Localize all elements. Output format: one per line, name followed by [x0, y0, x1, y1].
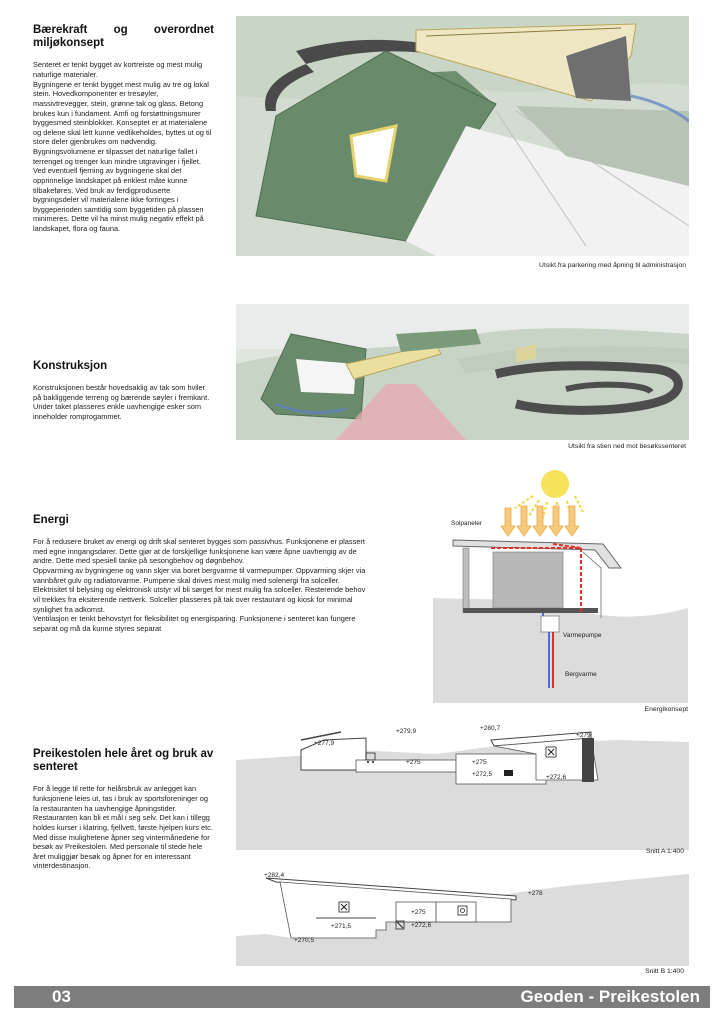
level-label: +271,5 — [331, 923, 352, 930]
section-body-text: Senteret er tenkt bygget av kortreiste og mest mulig naturlige materialer. Bygningene er tenkt bygget mest mulig av tre og lokal stein. Hovedkomponenter er tresøyler, massivtrevegger, stein, grønne tak og glass. Betong brukes kun i fundament. Amfi og forstøttningsmurer byggesmed steinblokker. Konseptet er at materialene og delene skal lett kunne vedlikeholdes, byttes ut og til store deler gjenbrukes om nødvendig. Bygningsvolumene er tilpasset det naturlige fallet i terrenget og trenger kun mindre utgravinger i fjellet. Ved eventuell fjerning av bygningene skal det opprinnelige landskapet på enklest måte kunne tilbakeføres. Ved bruk av ferdigproduserte bygningsdeler vil materialene ikke forringes i byggeperioden samtidig som byggetiden på plassen minimeres. Dette vil ha minst mulig negativ effekt på landskapet, flora og fauna. — [33, 60, 212, 234]
section-construction — [33, 360, 214, 422]
section-heading: Energi — [33, 514, 69, 526]
section-heading: Konstruksjon — [33, 360, 108, 372]
figure-caption: Energikonsept — [644, 706, 688, 713]
page-number: 03 — [52, 987, 71, 1006]
label-solar-panels: Solpaneler — [451, 520, 483, 527]
label-geothermal: Bergvarme — [565, 671, 597, 678]
render-parking-illustration — [236, 16, 689, 256]
level-label: +275 — [406, 759, 421, 766]
level-label: +278 — [528, 890, 543, 897]
level-label: +275 — [472, 759, 487, 766]
section-year-round-use — [33, 748, 214, 871]
figure-caption: Utsikt fra parkering med åpning til administrasjon — [539, 262, 686, 269]
heat-pump-icon — [541, 616, 559, 632]
page-footer — [14, 986, 710, 1008]
level-label: +282,4 — [264, 872, 285, 879]
render-path-illustration — [236, 304, 689, 440]
project-title: Geoden - Preikestolen — [520, 987, 700, 1006]
level-label: +272,6 — [546, 774, 567, 781]
section-energy — [33, 514, 369, 633]
level-label: +279 — [576, 732, 591, 739]
render-view-parking — [236, 16, 689, 256]
section-body-text: For å legge til rette for helårsbruk av anlegget kan funksjonene leies ut, tas i bruk av sportsforeninger og la restauranten ha uavhengige åpningstider. Restauranten kan bli et mål i seg selv. Det kan i tillegg holdes kurser i klatring, fjellvett, første hjelpen kurs etc. Med disse mulighetene åpner seg vintermånedene for besøk av Preikestolen. Med personale til stede hele året muliggjør besøk og åpner for en interessant vinterdestinasjon. — [33, 784, 213, 871]
car-icon — [504, 770, 513, 776]
level-label: +280,7 — [480, 725, 501, 732]
section-sustainability — [33, 24, 214, 234]
section-a-drawing — [236, 720, 689, 850]
level-label: +272,6 — [411, 922, 432, 929]
level-label: +279,9 — [396, 728, 417, 735]
figure-caption: Snitt A 1:400 — [645, 848, 684, 855]
level-label: +275 — [411, 909, 426, 916]
section-body-text: Konstruksjonen består hovedsaklig av tak som hviler på bakliggende terreng og bærende søyler i fremkant. Under taket plasseres enkle uavhengige esker som inneholder romprogammet. — [33, 383, 210, 422]
level-label: +272,5 — [472, 771, 493, 778]
level-label: +270,5 — [294, 937, 315, 944]
energy-concept-diagram — [433, 468, 688, 704]
section-heading: Bærekraft og overordnet miljøkonsept — [33, 24, 214, 50]
label-heat-pump: Varmepumpe — [563, 632, 602, 639]
section-heading: Preikestolen hele året og bruk av senteret — [33, 748, 214, 774]
section-b-drawing — [236, 866, 689, 966]
section-body-text: For å redusere bruket av energi og drift skal senteret bygges som passivhus. Funksjonene er plassert med egne inngangsdører. Dette gjør at de forskjellige funksjonene kan være åpne uavhengig av de andre. Dette med spesiell tanke på sesongbehov og døgnbehov. Oppvarming av bygningene og vann skjer via boret bergvarme til varmepumper. Oppvarming skjer via vannbåret gulv og radiatorvarme. Pumpene skal drives mest mulig med solenergi fra solceller. Elektrisitet til belysing og elektronisk utstyr vil bli sørget for mest mulig fra solceller. Resterende behov vil trekkes fra eksiterende nettverk. Solceller plasseres på tak over restaurant og kiosk for minimal synlighet fra adkomst. Ventilasjon er tenkt behovstyrt for fleksibilitet og energisparing. Funksjonene i senteret kan fungere separat og må da kunne styres separat — [33, 537, 366, 633]
figure-caption: Snitt B 1:400 — [645, 968, 684, 975]
figure-caption: Utsikt fra stien ned mot besøkssenteret — [568, 443, 686, 450]
level-label: +277,9 — [314, 740, 335, 747]
render-view-path — [236, 304, 689, 440]
